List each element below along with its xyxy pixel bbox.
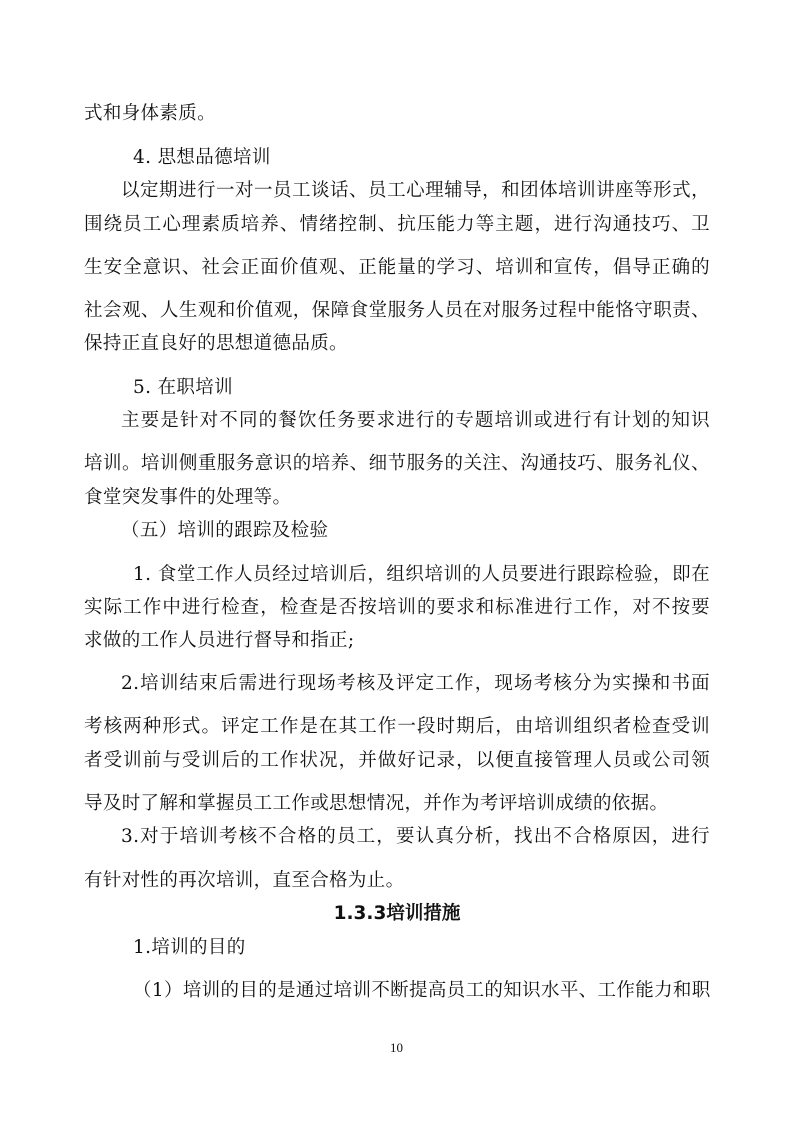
paragraph-line: 实际工作中进行检查，检查是否按培训的要求和标准进行工作，对不按要: [84, 597, 710, 618]
paragraph-line: 生安全意识、社会正面价值观、正能量的学习、培训和宣传，倡导正确的: [84, 257, 710, 278]
paragraph-line: （1）培训的目的是通过培训不断提高员工的知识水平、工作能力和职: [133, 980, 711, 1001]
paragraph-line: 2.培训结束后需进行现场考核及评定工作，现场考核分为实操和书面: [121, 673, 710, 694]
paragraph-line: 有针对性的再次培训，直至合格为止。: [84, 870, 405, 891]
paragraph-line: 食堂突发事件的处理等。: [84, 487, 292, 508]
paragraph-line: 保持正直良好的思想道德品质。: [84, 333, 348, 354]
paragraph-line: 主要是针对不同的餐饮任务要求进行的专题培训或进行有计划的知识: [121, 410, 710, 431]
section-heading-on-job-training: 5. 在职培训: [133, 377, 233, 398]
paragraph-line: 导及时了解和掌握员工工作或思想情况，并作为考评培训成绩的依据。: [84, 793, 669, 814]
paragraph-line: 3.对于培训考核不合格的员工，要认真分析，找出不合格原因，进行: [121, 826, 710, 847]
paragraph-line: 社会观、人生观和价值观，保障食堂服务人员在对服务过程中能恪守职责、: [84, 300, 710, 321]
paragraph-line: 1. 食堂工作人员经过培训后，组织培训的人员要进行跟踪检验，即在: [133, 564, 710, 585]
paragraph-line: 式和身体素质。: [84, 103, 216, 124]
section-heading-ideology-training: 4. 思想品德培训: [133, 147, 271, 168]
paragraph-line: 求做的工作人员进行督导和指正;: [84, 630, 355, 651]
subsection-heading-training-purpose: 1.培训的目的: [133, 937, 246, 958]
page-number: 10: [390, 1040, 403, 1055]
paragraph-line: 考核两种形式。评定工作是在其工作一段时期后，由培训组织者检查受训: [84, 716, 710, 737]
paragraph-line: 培训。培训侧重服务意识的培养、细节服务的关注、沟通技巧、服务礼仪、: [84, 453, 710, 474]
section-heading-tracking: （五）培训的跟踪及检验: [121, 520, 329, 541]
section-title-training-measures: 1.3.3培训措施: [333, 903, 461, 924]
paragraph-line: 围绕员工心理素质培养、情绪控制、抗压能力等主题，进行沟通技巧、卫: [84, 214, 710, 235]
paragraph-line: 者受训前与受训后的工作状况，并做好记录，以便直接管理人员或公司领: [84, 750, 710, 771]
paragraph-line: 以定期进行一对一员工谈话、员工心理辅导，和团体培训讲座等形式，: [121, 180, 710, 201]
